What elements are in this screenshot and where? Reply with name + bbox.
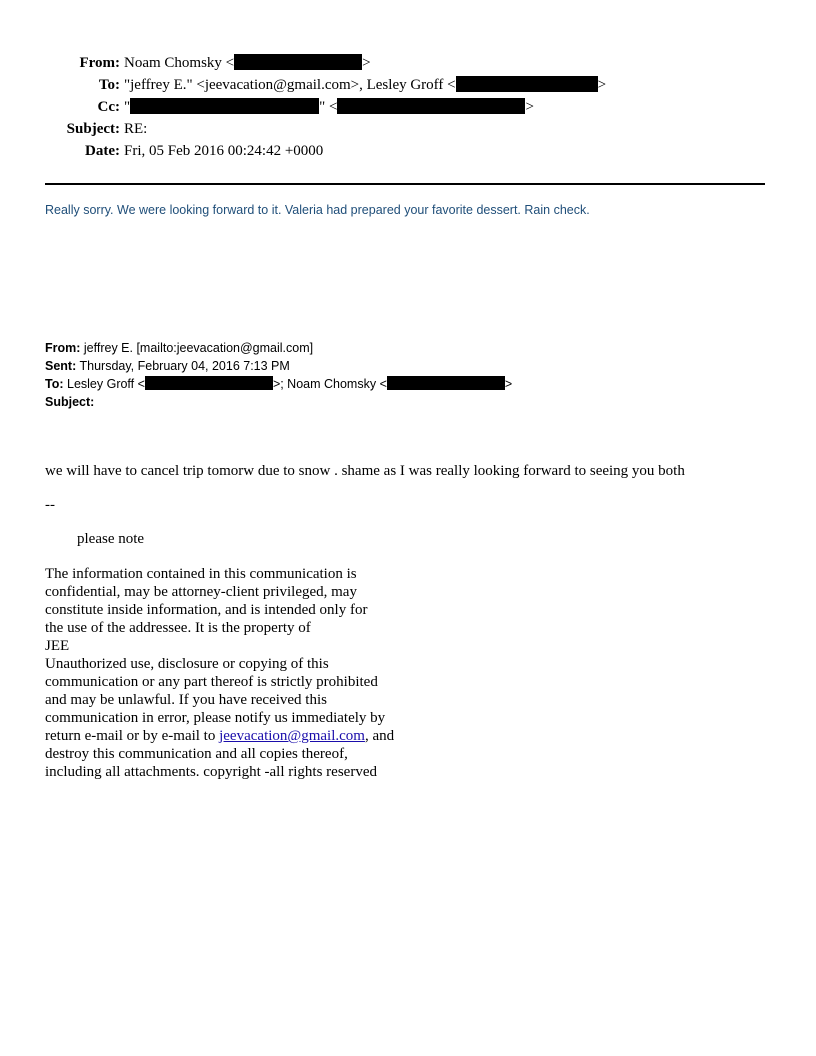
- fwd-sent-row: [45, 357, 290, 375]
- fwd-from-value: jeffrey E. [mailto:jeevacation@gmail.com]: [80, 341, 314, 355]
- fwd-to-part: >: [504, 377, 513, 391]
- to-close: >: [597, 77, 607, 93]
- redacted-block: [337, 98, 525, 114]
- disclaimer-text: return e-mail or by e-mail to: [45, 728, 220, 744]
- fwd-subject-label: Subject:: [45, 395, 95, 409]
- disclaimer-line: and may be unlawful. If you have received this: [45, 692, 327, 708]
- redacted-block: [234, 54, 362, 70]
- redacted-block: [145, 376, 273, 390]
- fwd-sent-value: Thursday, February 04, 2016 7:13 PM: [76, 359, 290, 373]
- to-value: [124, 74, 606, 96]
- disclaimer-line: constitute inside information, and is intended only for: [45, 602, 368, 618]
- cc-close: >: [525, 99, 534, 115]
- date-label: Date:: [85, 143, 120, 159]
- disclaimer-line: [45, 727, 394, 745]
- fwd-to-part: Lesley Groff <: [63, 377, 145, 391]
- to-recipients: "jeffrey E." <jeevacation@gmail.com>, Lesley Groff <: [124, 77, 456, 93]
- fwd-to-part: >; Noam Chomsky <: [272, 377, 387, 391]
- disclaimer-line: Unauthorized use, disclosure or copying of this: [45, 656, 329, 672]
- disclaimer-line: communication or any part thereof is strictly prohibited: [45, 674, 378, 690]
- email-link[interactable]: jeevacation@gmail.com: [219, 728, 365, 744]
- fwd-to-row: [45, 375, 512, 393]
- disclaimer: [45, 565, 394, 781]
- subject-label: Subject:: [66, 121, 120, 137]
- please-note: please note: [77, 531, 145, 547]
- disclaimer-line: communication in error, please notify us immediately by: [45, 710, 386, 726]
- cc-label: Cc:: [97, 99, 120, 115]
- fwd-from-row: [45, 339, 313, 357]
- reply-text: Really sorry. We were looking forward to it. Valeria had prepared your favorite dessert. Rain check.: [45, 203, 590, 217]
- redacted-block: [456, 76, 598, 92]
- redacted-block: [130, 98, 319, 114]
- cc-open: ": [124, 99, 131, 115]
- disclaimer-line: including all attachments. copyright -all rights reserved: [45, 764, 377, 780]
- disclaimer-line: the use of the addressee. It is the property of: [45, 620, 311, 636]
- disclaimer-line: The information contained in this communication is: [45, 566, 357, 582]
- header-divider: [45, 183, 765, 185]
- message-body: we will have to cancel trip tomorw due to snow . shame as I was really looking forward to seeing you both: [45, 463, 685, 479]
- disclaimer-text: , and: [364, 728, 395, 744]
- redacted-block: [387, 376, 505, 390]
- from-label: From:: [79, 55, 120, 71]
- cc-mid: " <: [319, 99, 338, 115]
- from-close: >: [362, 55, 371, 71]
- signature-dash: --: [45, 497, 55, 513]
- subject-value: RE:: [124, 121, 148, 137]
- from-value: [124, 52, 371, 74]
- date-value: Fri, 05 Feb 2016 00:24:42 +0000: [124, 143, 324, 159]
- disclaimer-line: JEE: [45, 638, 70, 654]
- cc-value: [124, 96, 534, 118]
- fwd-subject-row: [45, 393, 94, 411]
- from-name: Noam Chomsky <: [124, 55, 235, 71]
- fwd-sent-label: Sent:: [45, 359, 77, 373]
- fwd-from-label: From:: [45, 341, 81, 355]
- disclaimer-line: confidential, may be attorney-client privileged, may: [45, 584, 357, 600]
- to-label: To:: [98, 77, 120, 93]
- disclaimer-line: destroy this communication and all copies thereof,: [45, 746, 348, 762]
- fwd-to-label: To:: [45, 377, 64, 391]
